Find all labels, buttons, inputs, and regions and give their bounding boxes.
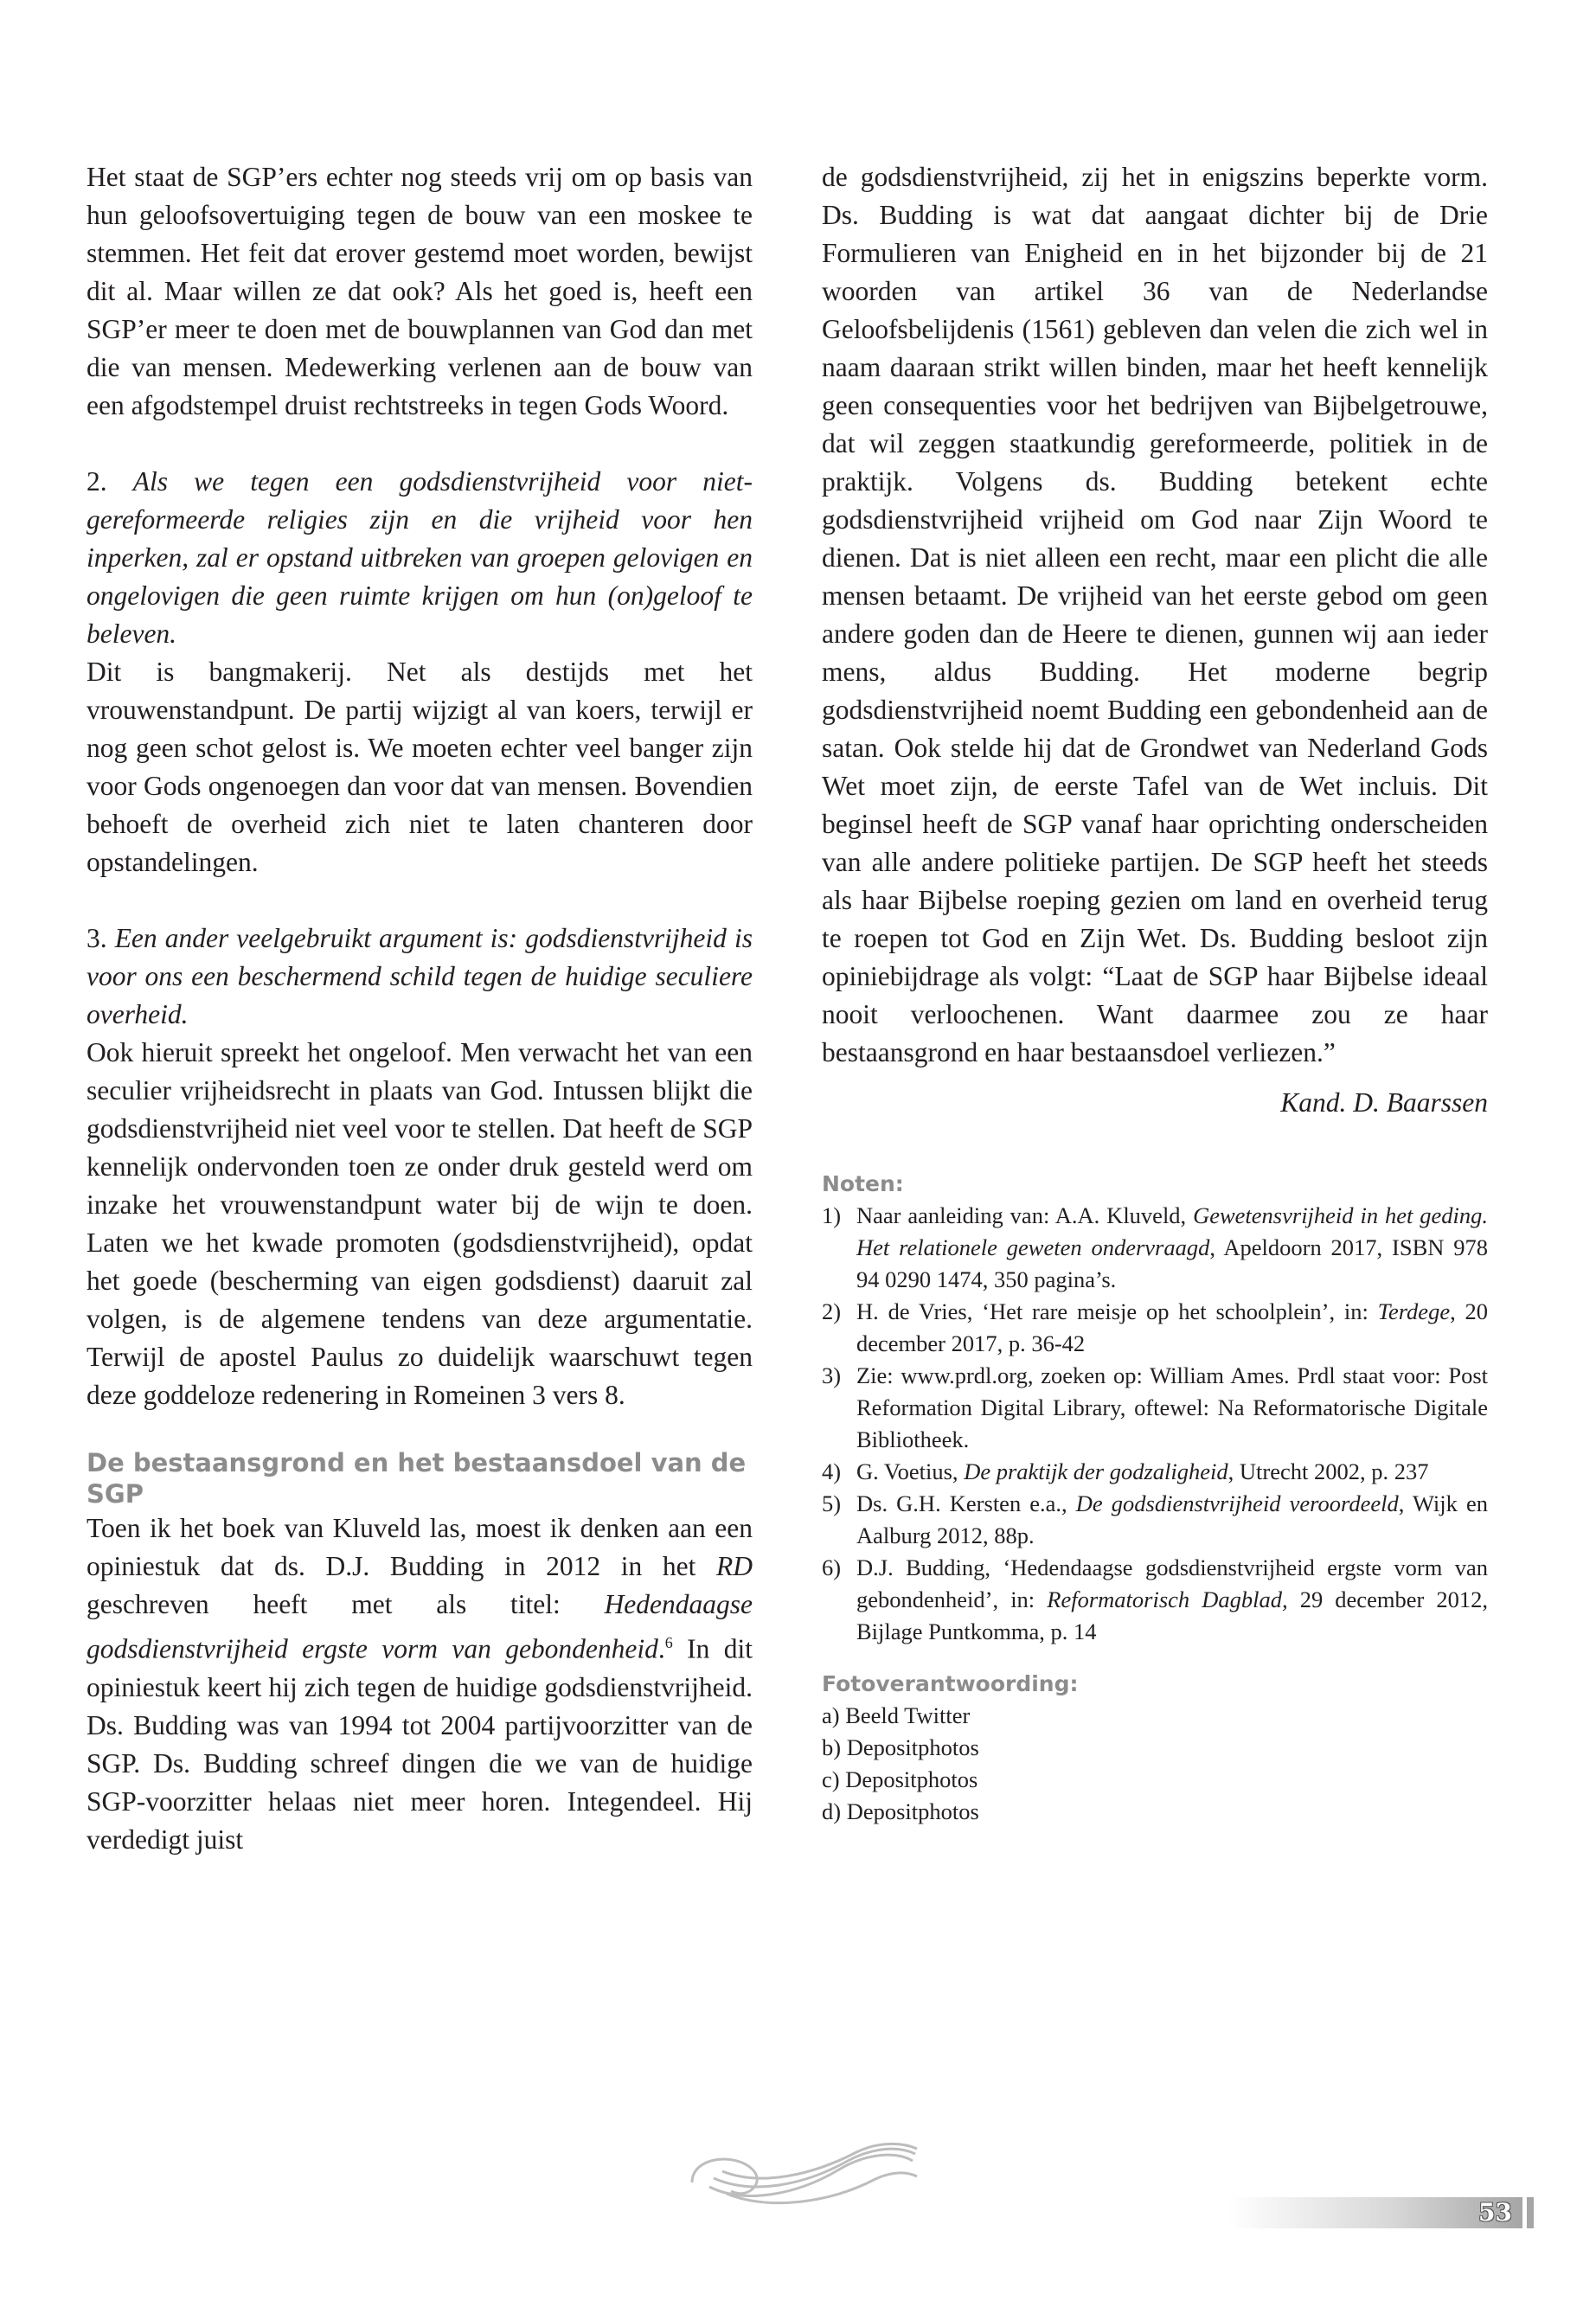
notes-heading: Noten: <box>822 1171 904 1196</box>
footnote-ref: 6 <box>664 1634 673 1651</box>
paragraph: Dit is bangmakerij. Net als destijds met het vrouwenstandpunt. De partij wijzigt al van koers, terwijl er nog geen schot gelost is. We moeten echter veel banger zijn voor Gods ongenoegen dan voor dat van mensen. Bovendien behoeft de overheid zich niet te laten chanteren door opstandelingen. <box>87 657 753 877</box>
note-number: 2) <box>822 1298 842 1324</box>
note-number: 6) <box>822 1554 842 1580</box>
article-title: Hedendaagse godsdienstvrijheid ergste vorm van gebondenheid <box>87 1589 753 1664</box>
note-text: , Apeldoorn 2017, ISBN 978 94 0290 1474, 350 pagina’s. <box>856 1234 1489 1292</box>
photo-credits <box>822 1700 1488 1828</box>
note-title: De godsdienstvrijheid veroordeeld <box>1075 1490 1399 1516</box>
note-text: H. de Vries, ‘Het rare meisje op het schoolplein’, in: <box>856 1298 1378 1324</box>
left-column <box>87 158 753 1859</box>
paragraph: Ook hieruit spreekt het ongeloof. Men verwacht het van een seculier vrijheidsrecht in plaats van God. Intussen blijkt die godsdienstvrijheid niet veel voor te stellen. Dat heeft de SGP kennelijk ondervonden toen ze onder druk gesteld werd om inzake het vrouwenstandpunt water bij de wijn te doen. Laten we het kwade promoten (godsdienstvrijheid), opdat het goede (bescherming van eigen godsdienst) daaruit zal volgen, is de algemene tendens van deze argumentatie. Terwijl de apostel Paulus zo duidelijk waarschuwt tegen deze goddeloze redenering in Romeinen 3 vers 8. <box>87 1037 753 1410</box>
decorative-swirl-ornament <box>675 2135 926 2213</box>
note-item <box>822 1552 1488 1648</box>
text-run: geschreven heeft met als titel: <box>87 1589 561 1619</box>
note-title: Terdege <box>1377 1298 1451 1324</box>
note-number: 1) <box>822 1202 842 1228</box>
page-number-bar-end <box>1527 2197 1534 2228</box>
note-text: G. Voetius, <box>856 1458 965 1484</box>
credits-heading: Fotoverantwoording: <box>822 1671 1079 1696</box>
text-run: In dit opiniestuk keert hij zich tegen de huidige godsdienstvrijheid. Ds. Budding was van 1994 tot 2004 partijvoorzitter van de SGP. Ds. Budding schreef dingen die we van de huidige SGP-voorzitter helaas niet meer horen. Integendeel. Hij verdedigt juist <box>87 1633 753 1855</box>
section-heading: De bestaansgrond en het bestaansdoel van de SGP <box>87 1448 747 1509</box>
text-run-italic: RD <box>716 1551 753 1581</box>
note-text: , 20 december 2017, p. 36-42 <box>856 1298 1489 1356</box>
note-item <box>822 1200 1488 1296</box>
paragraph: de godsdienstvrijheid, zij het in enigszins beperkte vorm. Ds. Budding is wat dat aangaat dichter bij de Drie Formulieren van Enigheid en in het bijzonder bij de 21 woorden van artikel 36 van de Nederlandse Geloofsbelijdenis (1561) gebleven dan velen die zich wel in naam daaraan strikt willen binden, maar het heeft kennelijk geen consequenties voor het bedrijven van Bijbelgetrouwe, dat wil zeggen staatkundig gereformeerde, politiek in de praktijk. Volgens ds. Budding betekent echte godsdienstvrijheid vrijheid om God naar Zijn Woord te dienen. Dat is niet alleen een recht, maar een plicht die alle mensen betaamt. De vrijheid van het eerste gebod om geen andere goden dan de Heere te dienen, gunnen wij aan ieder mens, aldus Budding. Het moderne begrip godsdienstvrijheid noemt Budding een gebondenheid aan de satan. Ook stelde hij dat de Grondwet van Nederland Gods Wet moet zijn, de eerste Tafel van de Wet incluis. Dit beginsel heeft de SGP vanaf haar oprichting onderscheiden van alle andere politieke partijen. De SGP heeft het steeds als haar Bijbelse roeping gezien om land en overheid terug te roepen tot God en Zijn Wet. Ds. Budding besloot zijn opiniebijdrage als volgt: “Laat de SGP haar Bijbelse ideaal nooit verloochenen. Want daarmee zou ze haar bestaansgrond en haar bestaansdoel verliezen.” <box>822 162 1488 1067</box>
note-item <box>822 1360 1488 1456</box>
note-title: Reformatorisch Dagblad, <box>1047 1586 1288 1612</box>
page-number-bar <box>1228 2197 1522 2228</box>
credit-item: b) Depositphotos <box>822 1734 979 1760</box>
note-item <box>822 1296 1488 1360</box>
note-text: D.J. Budding, ‘Hedendaagse godsdienstvrijheid ergste vorm van gebondenheid’, in: <box>856 1554 1488 1612</box>
notes-list <box>822 1200 1488 1648</box>
note-item <box>822 1456 1488 1488</box>
note-text: Zie: www.prdl.org, zoeken op: William Ames. Prdl staat voor: Post Reformation Digital Library, oftewel: Na Reformatorische Digitale Bibliotheek. <box>856 1362 1488 1452</box>
note-item <box>822 1488 1488 1552</box>
page-number: 53 <box>1478 2198 1512 2227</box>
argument-text: Een ander veelgebruikt argument is: godsdienstvrijheid is voor ons een beschermend schild tegen de huidige seculiere overheid. <box>87 923 753 1029</box>
text-run: . <box>657 1633 665 1664</box>
note-text: , Wijk en Aalburg 2012, 88p. <box>856 1490 1488 1548</box>
note-number: 4) <box>822 1458 842 1484</box>
note-text: Naar aanleiding van: A.A. Kluveld, <box>856 1202 1194 1228</box>
note-title: Gewetensvrijheid in het geding. Het relationele geweten ondervraagd <box>856 1202 1489 1260</box>
credit-item: c) Depositphotos <box>822 1766 978 1792</box>
paragraph: Het staat de SGP’ers echter nog steeds vrij om op basis van hun geloofsovertuiging tegen de bouw van een moskee te stemmen. Het feit dat erover gestemd moet worden, bewijst dit al. Maar willen ze dat ook? Als het goed is, heeft een SGP’er meer te doen met de bouwplannen van God dan met die van mensen. Medewerking verlenen aan de bouw van een afgodstempel druist rechtstreeks in tegen Gods Woord. <box>87 162 753 420</box>
note-number: 5) <box>822 1490 842 1516</box>
text-run: Toen ik het boek van Kluveld las, moest ik denken aan een opiniestuk dat ds. D.J. Budding in 2012 in het <box>87 1513 753 1581</box>
argument-2 <box>87 463 753 653</box>
paragraph <box>87 1509 753 1859</box>
argument-number: 2. <box>87 466 107 497</box>
note-text: , Utrecht 2002, p. 237 <box>1227 1458 1429 1484</box>
argument-text: Als we tegen een godsdienstvrijheid voor niet-gereformeerde religies zijn en die vrijheid voor hen inperken, zal er opstand uitbreken van groepen gelovigen en ongelovigen die geen ruimte krijgen om hun (on)geloof te beleven. <box>87 466 753 649</box>
note-title: De praktijk der godzaligheid <box>964 1458 1228 1484</box>
credit-item: d) Depositphotos <box>822 1798 979 1824</box>
credit-item: a) Beeld Twitter <box>822 1702 971 1728</box>
note-text: Ds. G.H. Kersten e.a., <box>856 1490 1076 1516</box>
note-text: 29 december 2012, Bijlage Puntkomma, p. 14 <box>856 1586 1488 1644</box>
argument-number: 3. <box>87 923 107 953</box>
author-signature: Kand. D. Baarssen <box>1280 1087 1488 1118</box>
note-number: 3) <box>822 1362 842 1388</box>
right-column <box>822 158 1488 1828</box>
argument-3 <box>87 920 753 1034</box>
